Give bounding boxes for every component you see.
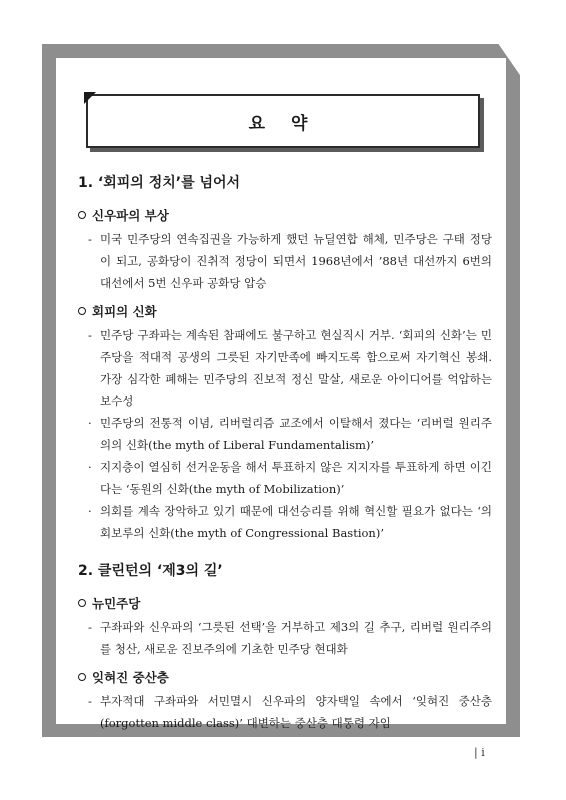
list-item	[78, 412, 492, 456]
subsection	[78, 206, 492, 294]
list-item-text: 미국 민주당의 연속집권을 가능하게 했던 뉴딜연합 해체, 민주당은 구태 정당이 되고, 공화당이 진취적 정당이 되면서 1968년에서 ’88년 대선까지 6번의 대선에서 5번 신우파 공화당 압승	[100, 232, 492, 290]
circle-bullet-icon	[78, 673, 86, 681]
section-heading: 1. ‘회피의 정치’를 넘어서	[78, 175, 241, 191]
list-item-text: 민주당의 전통적 이념, 리버럴리즘 교조에서 이탈해서 졌다는 ‘리버럴 원리주의의 신화(the myth of Liberal Fundamentalism)’	[100, 416, 492, 452]
list-item	[78, 456, 492, 500]
summary-content	[78, 172, 492, 750]
list-marker: -	[88, 328, 92, 342]
list-item-text: 의회를 계속 장악하고 있기 때문에 대선승리를 위해 혁신할 필요가 없다는 ‘의회보루의 신화(the myth of Congressional Bastion)’	[100, 504, 492, 540]
subsection-heading	[78, 206, 492, 224]
subsection-heading-text: 뉴민주당	[92, 596, 141, 611]
subsection-heading-text: 회피의 신화	[92, 304, 157, 319]
circle-bullet-icon	[78, 307, 86, 315]
section	[78, 560, 492, 734]
subsection-heading-text: 잊혀진 중산층	[92, 670, 169, 685]
section	[78, 172, 492, 544]
list-item	[78, 500, 492, 544]
list-item-text: 부자적대 구좌파와 서민멸시 신우파의 양자택일 속에서 ‘잊혀진 중산층(forgotten middle class)’ 대변하는 중산층 대통령 자임	[100, 694, 492, 730]
list-item	[78, 616, 492, 660]
list-item-text: 구좌파와 신우파의 ‘그릇된 선택’을 거부하고 제3의 길 추구, 리버럴 원리주의를 청산, 새로운 진보주의에 기초한 민주당 현대화	[100, 620, 492, 656]
list-marker: -	[88, 694, 92, 708]
subsection-heading-text: 신우파의 부상	[92, 208, 169, 223]
title-corner-mark	[84, 92, 96, 104]
subsection-heading	[78, 668, 492, 686]
list-item	[78, 228, 492, 294]
subsection	[78, 302, 492, 544]
circle-bullet-icon	[78, 211, 86, 219]
circle-bullet-icon	[78, 599, 86, 607]
subsection-heading	[78, 594, 492, 612]
page-number: | i	[474, 746, 485, 759]
section-heading: 2. 클린턴의 ‘제3의 길’	[78, 563, 223, 579]
list-marker: ·	[88, 460, 92, 474]
page-title: 요 약	[248, 113, 318, 134]
subsection	[78, 668, 492, 734]
title-box	[86, 94, 480, 148]
list-marker: ·	[88, 416, 92, 430]
list-item-text: 민주당 구좌파는 계속된 참패에도 불구하고 현실직시 거부. ‘회피의 신화’는 민주당을 적대적 공생의 그릇된 자기만족에 빠지도록 함으로써 자기혁신 봉쇄. 가장 심각한 폐해는 민주당의 진보적 정신 말살, 새로운 아이디어를 억압하는 보수성	[100, 328, 492, 408]
subsection-heading	[78, 302, 492, 320]
list-marker: -	[88, 232, 92, 246]
list-item	[78, 324, 492, 412]
list-marker: ·	[88, 504, 92, 518]
list-marker: -	[88, 620, 92, 634]
subsection	[78, 594, 492, 660]
list-item-text: 지지층이 열심히 선거운동을 해서 투표하지 않은 지지자를 투표하게 하면 이긴다는 ‘동원의 신화(the myth of Mobilization)’	[100, 460, 492, 496]
list-item	[78, 690, 492, 734]
